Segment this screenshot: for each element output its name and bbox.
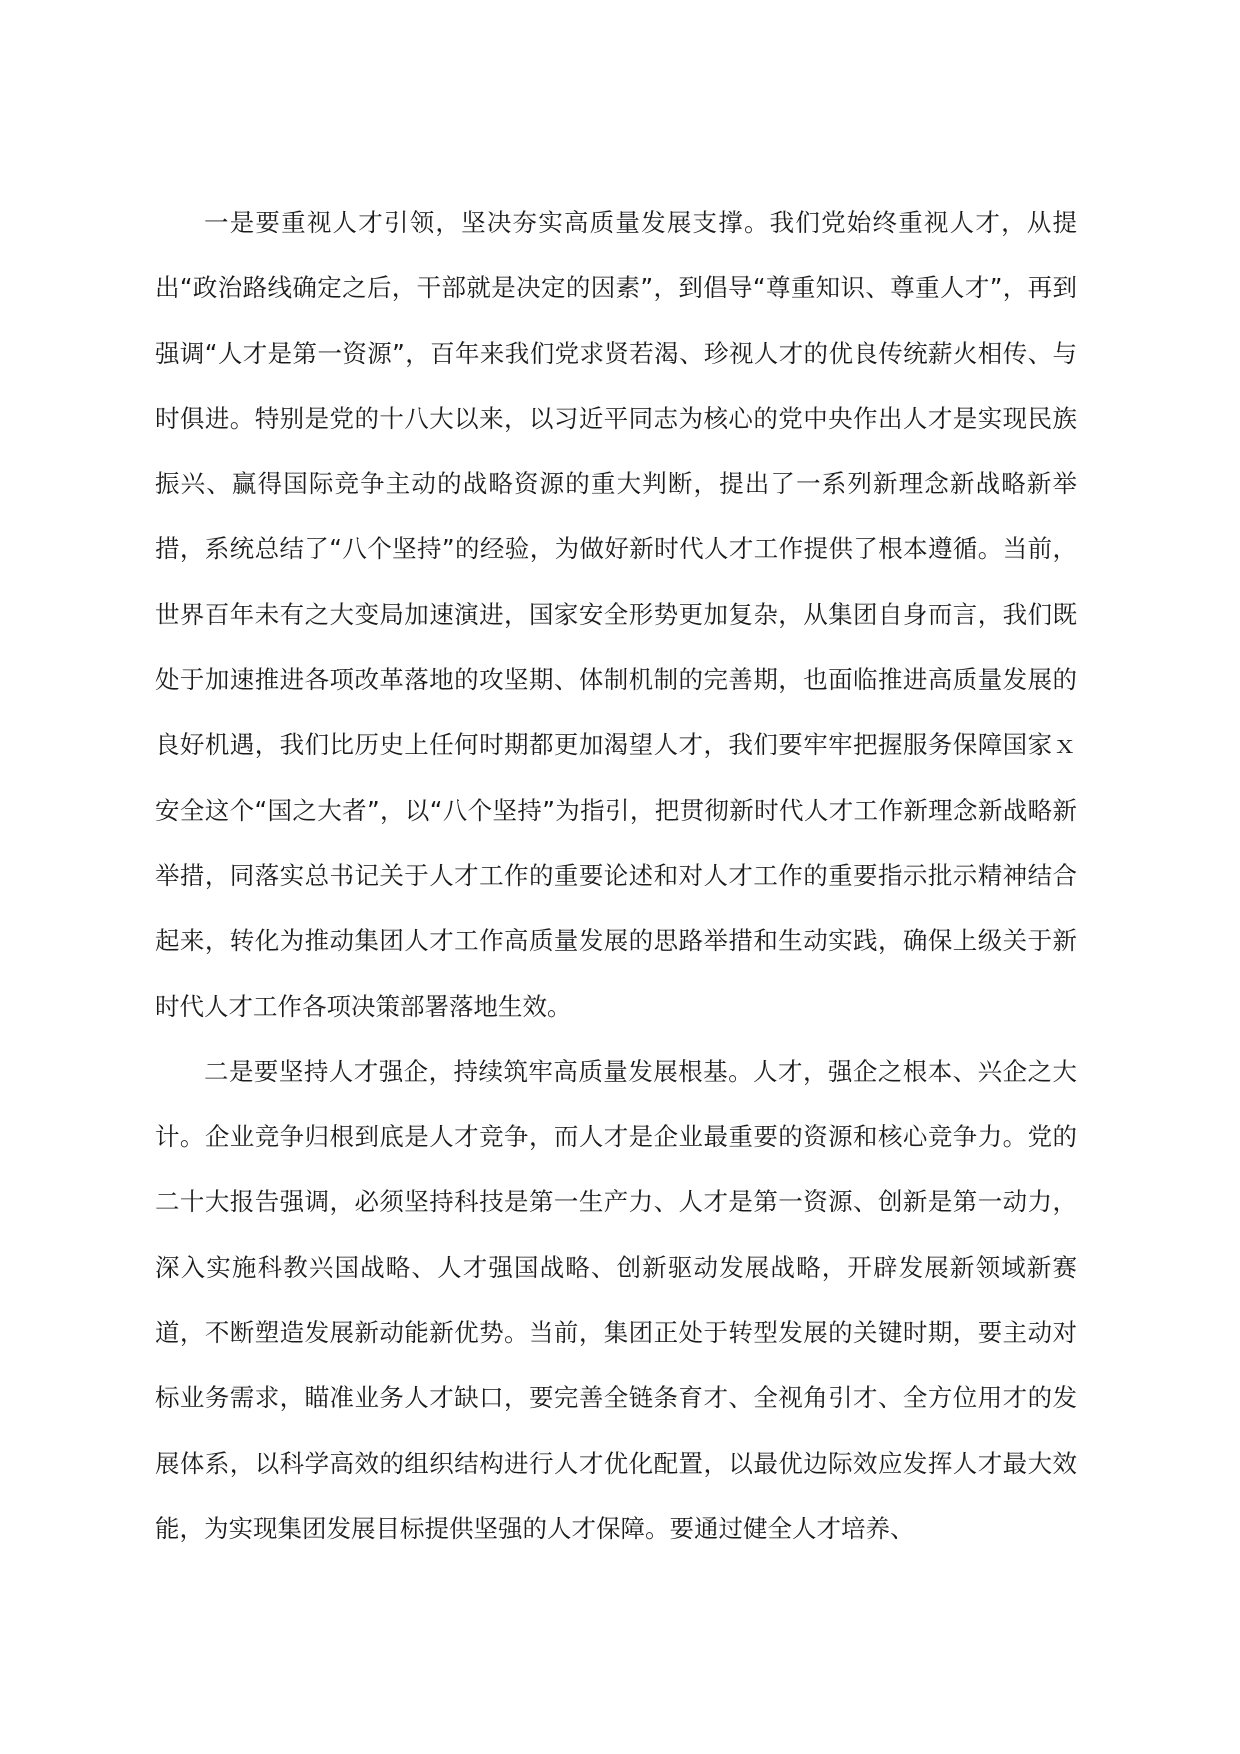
paragraph-talent-leadership: 一是要重视人才引领，坚决夯实高质量发展支撑。我们党始终重视人才，从提出“政治路线确定之后，干部就是决定的因素”，到倡导“尊重知识、尊重人才”，再到强调“人才是第一资源”，百年来我们党求贤若渴、珍视人才的优良传统薪火相传、与时俱进。特别是党的十八大以来，以习近平同志为核心的党中央作出人才是实现民族振兴、赢得国际竞争主动的战略资源的重大判断，提出了一系列新理念新战略新举措，系统总结了“八个坚持”的经验，为做好新时代人才工作提供了根本遵循。当前，世界百年未有之大变局加速演进，国家安全形势更加复杂，从集团自身而言，我们既处于加速推进各项改革落地的攻坚期、体制机制的完善期，也面临推进高质量发展的良好机遇，我们比历史上任何时期都更加渴望人才，我们要牢牢把握服务保障国家ｘ安全这个“国之大者”，以“八个坚持”为指引，把贯彻新时代人才工作新理念新战略新举措，同落实总书记关于人才工作的重要论述和对人才工作的重要指示批示精神结合起来，转化为推动集团人才工作高质量发展的思路举措和生动实践，确保上级关于新时代人才工作各项决策部署落地生效。 [155,208,1077,1021]
paragraph-talent-strong-enterprise: 二是要坚持人才强企，持续筑牢高质量发展根基。人才，强企之根本、兴企之大计。企业竞争归根到底是人才竞争，而人才是企业最重要的资源和核心竞争力。党的二十大报告强调，必须坚持科技是第一生产力、人才是第一资源、创新是第一动力，深入实施科教兴国战略、人才强国战略、创新驱动发展战略，开辟发展新领域新赛道，不断塑造发展新动能新优势。当前，集团正处于转型发展的关键时期，要主动对标业务需求，瞄准业务人才缺口，要完善全链条育才、全视角引才、全方位用才的发展体系，以科学高效的组织结构进行人才优化配置，以最优边际效应发挥人才最大效能，为实现集团发展目标提供坚强的人才保障。要通过健全人才培养、 [155,1056,1077,1543]
document-body [155,190,1077,1561]
